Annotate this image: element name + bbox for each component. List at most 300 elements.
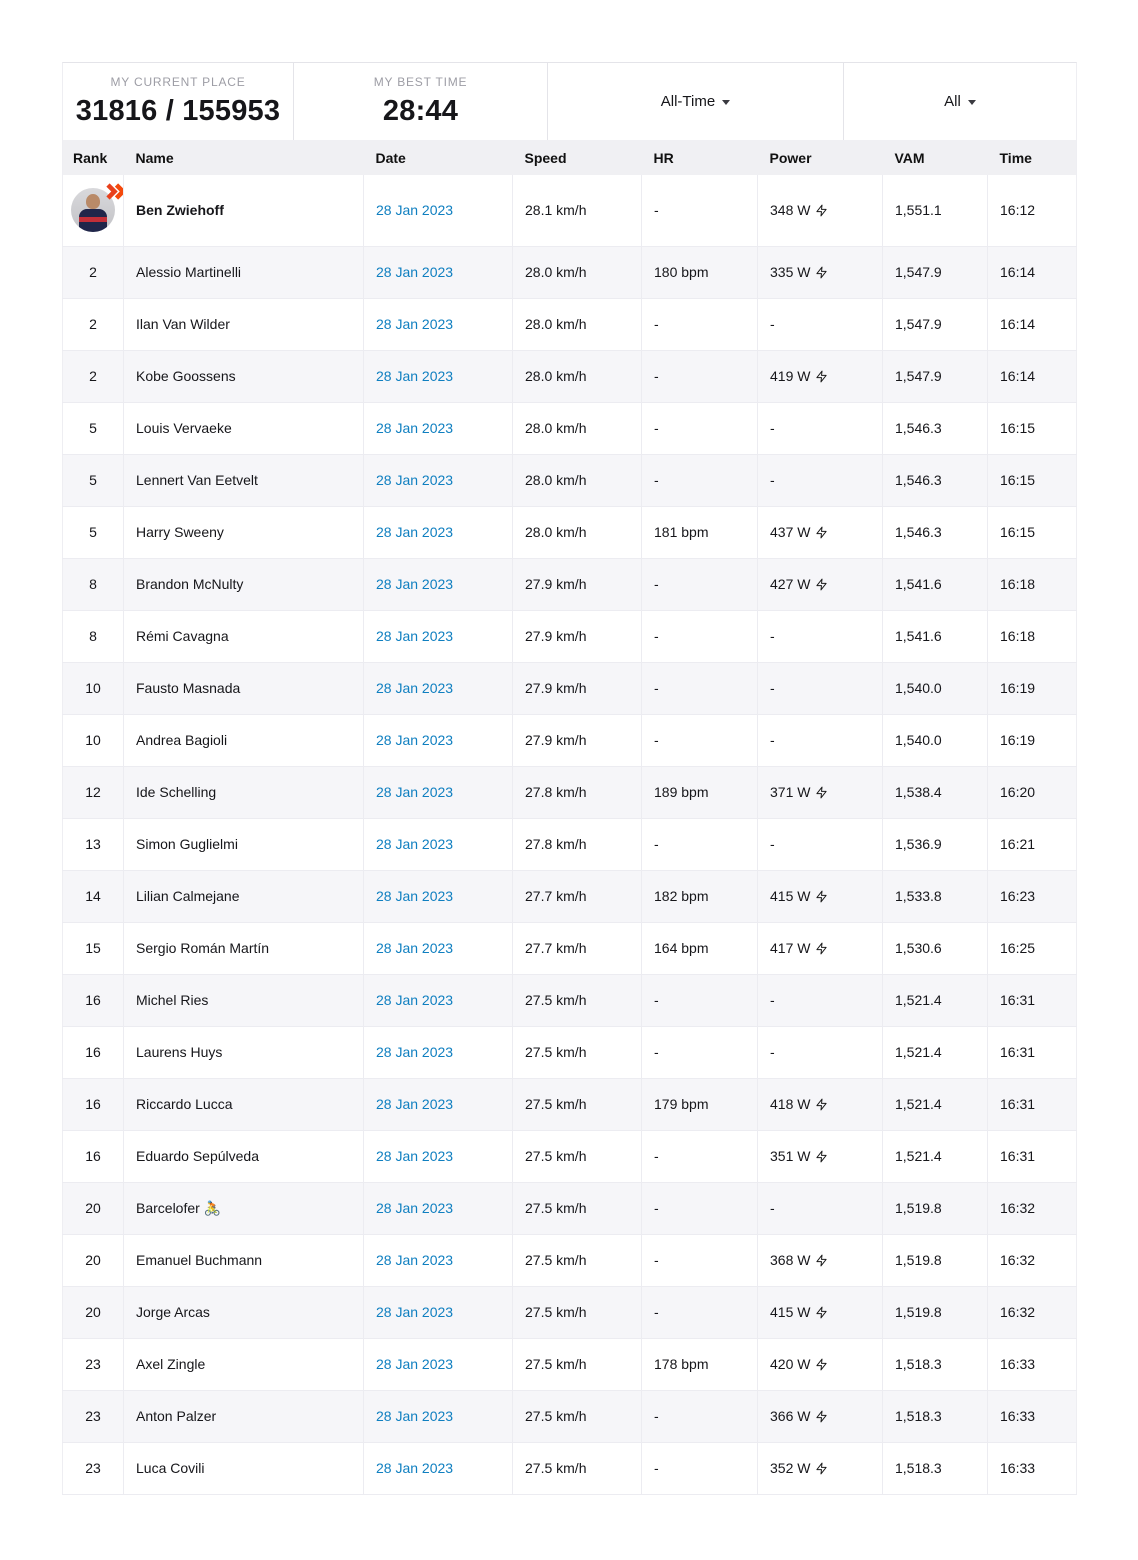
- rank-cell: 15: [63, 922, 124, 974]
- time-cell: 16:32: [988, 1234, 1077, 1286]
- activity-date-link[interactable]: 28 Jan 2023: [376, 1096, 454, 1112]
- vam-cell: 1,546.3: [883, 454, 988, 506]
- vam-cell: 1,519.8: [883, 1234, 988, 1286]
- power-value: 351 W: [770, 1148, 811, 1164]
- hr-cell: 164 bpm: [642, 922, 758, 974]
- rank-cell: 23: [63, 1338, 124, 1390]
- power-value: 415 W: [770, 888, 811, 904]
- power-value: -: [770, 316, 775, 332]
- power-icon: [815, 1306, 828, 1319]
- athlete-name[interactable]: Ide Schelling: [136, 784, 217, 800]
- power-cell: [758, 454, 883, 506]
- athlete-name-cell: [124, 818, 364, 870]
- table-row: [63, 558, 1077, 610]
- vam-cell: 1,521.4: [883, 974, 988, 1026]
- vam-cell: 1,546.3: [883, 402, 988, 454]
- rank-cell: 23: [63, 1442, 124, 1494]
- time-cell: 16:12: [988, 175, 1077, 246]
- time-range-dropdown-label: All-Time: [660, 93, 716, 110]
- table-row: [63, 662, 1077, 714]
- athlete-name-cell: [124, 506, 364, 558]
- hr-cell: -: [642, 1026, 758, 1078]
- speed-cell: 27.9 km/h: [513, 714, 642, 766]
- speed-cell: 28.1 km/h: [513, 175, 642, 246]
- activity-date-link[interactable]: 28 Jan 2023: [376, 1408, 454, 1424]
- hr-cell: -: [642, 558, 758, 610]
- hr-cell: -: [642, 1234, 758, 1286]
- time-cell: 16:31: [988, 974, 1077, 1026]
- time-cell: 16:14: [988, 246, 1077, 298]
- activity-date-link[interactable]: 28 Jan 2023: [376, 1200, 454, 1216]
- power-cell: [758, 1182, 883, 1234]
- time-cell: 16:33: [988, 1338, 1077, 1390]
- athlete-name-cell: [124, 454, 364, 506]
- power-cell: [758, 175, 883, 246]
- caret-down-icon: [968, 100, 976, 105]
- activity-date-link[interactable]: 28 Jan 2023: [376, 836, 454, 852]
- power-icon: [815, 942, 828, 955]
- header-power: Power: [758, 140, 883, 175]
- power-icon: [815, 266, 828, 279]
- hr-cell: -: [642, 1130, 758, 1182]
- power-value: 352 W: [770, 1460, 811, 1476]
- athlete-name[interactable]: Lilian Calmejane: [136, 888, 240, 904]
- power-cell: [758, 402, 883, 454]
- athlete-name[interactable]: Barcelofer 🚴: [136, 1199, 222, 1216]
- power-icon: [815, 786, 828, 799]
- vam-cell: 1,518.3: [883, 1338, 988, 1390]
- table-row: [63, 818, 1077, 870]
- vam-cell: 1,518.3: [883, 1390, 988, 1442]
- activity-date-link[interactable]: 28 Jan 2023: [376, 628, 454, 644]
- athlete-name[interactable]: Michel Ries: [136, 992, 209, 1008]
- time-cell: 16:15: [988, 506, 1077, 558]
- rank-cell: 16: [63, 974, 124, 1026]
- athlete-name-cell: [124, 1234, 364, 1286]
- header-vam: VAM: [883, 140, 988, 175]
- speed-cell: 28.0 km/h: [513, 506, 642, 558]
- category-card: [844, 63, 1076, 140]
- power-cell: [758, 1026, 883, 1078]
- time-cell: 16:23: [988, 870, 1077, 922]
- hr-cell: -: [642, 662, 758, 714]
- activity-date-link[interactable]: 28 Jan 2023: [376, 1460, 454, 1476]
- athlete-name-cell: [124, 1442, 364, 1494]
- table-row: [63, 1390, 1077, 1442]
- table-row: [63, 974, 1077, 1026]
- power-icon: [815, 204, 828, 217]
- time-cell: 16:31: [988, 1130, 1077, 1182]
- athlete-name[interactable]: Eduardo Sepúlveda: [136, 1148, 259, 1164]
- caret-down-icon: [722, 100, 730, 105]
- time-cell: 16:31: [988, 1078, 1077, 1130]
- activity-date-link[interactable]: 28 Jan 2023: [376, 1148, 454, 1164]
- vam-cell: 1,519.8: [883, 1182, 988, 1234]
- athlete-name[interactable]: Harry Sweeny: [136, 524, 224, 540]
- power-cell: [758, 506, 883, 558]
- speed-cell: 27.5 km/h: [513, 1130, 642, 1182]
- activity-date-link[interactable]: 28 Jan 2023: [376, 264, 454, 280]
- rank-cell: 5: [63, 454, 124, 506]
- athlete-name-cell: [124, 662, 364, 714]
- athlete-name-cell: [124, 1078, 364, 1130]
- header-date: Date: [364, 140, 513, 175]
- hr-cell: -: [642, 714, 758, 766]
- power-cell: [758, 870, 883, 922]
- athlete-name[interactable]: Sergio Román Martín: [136, 940, 270, 956]
- time-cell: 16:33: [988, 1390, 1077, 1442]
- hr-cell: -: [642, 175, 758, 246]
- hr-cell: -: [642, 454, 758, 506]
- power-value: -: [770, 836, 775, 852]
- date-cell: [364, 818, 513, 870]
- table-row: [63, 1338, 1077, 1390]
- vam-cell: 1,519.8: [883, 1286, 988, 1338]
- vam-cell: 1,541.6: [883, 558, 988, 610]
- athlete-name-cell: [124, 610, 364, 662]
- hr-cell: 180 bpm: [642, 246, 758, 298]
- speed-cell: 27.5 km/h: [513, 1338, 642, 1390]
- speed-cell: 27.9 km/h: [513, 558, 642, 610]
- vam-cell: 1,536.9: [883, 818, 988, 870]
- athlete-name[interactable]: Ilan Van Wilder: [136, 316, 230, 332]
- time-cell: 16:18: [988, 558, 1077, 610]
- avatar-jersey-stripe: [79, 217, 107, 222]
- table-row: [63, 246, 1077, 298]
- date-cell: [364, 610, 513, 662]
- vam-cell: 1,521.4: [883, 1130, 988, 1182]
- vam-cell: 1,547.9: [883, 246, 988, 298]
- vam-cell: 1,538.4: [883, 766, 988, 818]
- athlete-name-cell: [124, 766, 364, 818]
- category-dropdown-label: All: [944, 93, 961, 110]
- time-cell: 16:15: [988, 454, 1077, 506]
- category-dropdown[interactable]: [944, 93, 976, 110]
- date-cell: [364, 350, 513, 402]
- hr-cell: -: [642, 1286, 758, 1338]
- athlete-name[interactable]: Laurens Huys: [136, 1044, 223, 1060]
- activity-date-link[interactable]: 28 Jan 2023: [376, 1044, 454, 1060]
- hr-cell: 181 bpm: [642, 506, 758, 558]
- hr-cell: 179 bpm: [642, 1078, 758, 1130]
- time-cell: 16:19: [988, 662, 1077, 714]
- power-value: -: [770, 1200, 775, 1216]
- table-header: [63, 140, 1077, 175]
- power-icon: [815, 1410, 828, 1423]
- table-row: [63, 298, 1077, 350]
- athlete-name[interactable]: Jorge Arcas: [136, 1304, 210, 1320]
- activity-date-link[interactable]: 28 Jan 2023: [376, 202, 454, 219]
- header-speed: Speed: [513, 140, 642, 175]
- activity-date-link[interactable]: 28 Jan 2023: [376, 784, 454, 800]
- hr-cell: 178 bpm: [642, 1338, 758, 1390]
- rank-cell: 12: [63, 766, 124, 818]
- speed-cell: 27.5 km/h: [513, 1286, 642, 1338]
- table-row: [63, 766, 1077, 818]
- speed-cell: 27.7 km/h: [513, 870, 642, 922]
- date-cell: [364, 454, 513, 506]
- athlete-name[interactable]: Louis Vervaeke: [136, 420, 232, 436]
- athlete-name[interactable]: Fausto Masnada: [136, 680, 241, 696]
- rank-cell: 16: [63, 1078, 124, 1130]
- hr-cell: 182 bpm: [642, 870, 758, 922]
- date-cell: [364, 1130, 513, 1182]
- power-value: 417 W: [770, 940, 811, 956]
- power-cell: [758, 246, 883, 298]
- table-row: [63, 610, 1077, 662]
- leader-avatar[interactable]: [71, 188, 115, 232]
- power-cell: [758, 662, 883, 714]
- date-cell: [364, 922, 513, 974]
- time-cell: 16:15: [988, 402, 1077, 454]
- hr-cell: -: [642, 610, 758, 662]
- vam-cell: 1,551.1: [883, 175, 988, 246]
- date-cell: [364, 506, 513, 558]
- time-cell: 16:32: [988, 1286, 1077, 1338]
- power-cell: [758, 974, 883, 1026]
- athlete-name[interactable]: Simon Guglielmi: [136, 836, 238, 852]
- date-cell: [364, 298, 513, 350]
- vam-cell: 1,547.9: [883, 350, 988, 402]
- summary-cards: [62, 62, 1077, 140]
- power-value: -: [770, 732, 775, 748]
- activity-date-link[interactable]: 28 Jan 2023: [376, 732, 454, 748]
- date-cell: [364, 1442, 513, 1494]
- table-row: [63, 1234, 1077, 1286]
- power-icon: [815, 578, 828, 591]
- date-cell: [364, 246, 513, 298]
- rank-cell: 10: [63, 714, 124, 766]
- athlete-name[interactable]: Riccardo Lucca: [136, 1096, 233, 1112]
- date-cell: [364, 1286, 513, 1338]
- power-icon: [815, 370, 828, 383]
- date-cell: [364, 175, 513, 246]
- activity-date-link[interactable]: 28 Jan 2023: [376, 524, 454, 540]
- table-row: [63, 402, 1077, 454]
- current-place-value: 31816 / 155953: [75, 95, 281, 127]
- table-row: [63, 350, 1077, 402]
- power-cell: [758, 1442, 883, 1494]
- rank-cell: 16: [63, 1026, 124, 1078]
- table-row: [63, 1182, 1077, 1234]
- vam-cell: 1,546.3: [883, 506, 988, 558]
- vam-cell: 1,540.0: [883, 714, 988, 766]
- power-value: 415 W: [770, 1304, 811, 1320]
- athlete-name[interactable]: Rémi Cavagna: [136, 628, 229, 644]
- athlete-name-cell: [124, 870, 364, 922]
- date-cell: [364, 766, 513, 818]
- power-value: 371 W: [770, 784, 811, 800]
- athlete-name[interactable]: Andrea Bagioli: [136, 732, 228, 748]
- athlete-name-cell: [124, 922, 364, 974]
- athlete-name-cell: [124, 402, 364, 454]
- power-value: -: [770, 1044, 775, 1060]
- date-cell: [364, 662, 513, 714]
- table-row: [63, 1286, 1077, 1338]
- athlete-name-cell: [124, 1338, 364, 1390]
- athlete-name[interactable]: Brandon McNulty: [136, 576, 244, 592]
- date-cell: [364, 1078, 513, 1130]
- power-icon: [815, 1254, 828, 1267]
- athlete-name[interactable]: Emanuel Buchmann: [136, 1252, 263, 1268]
- header-time: Time: [988, 140, 1077, 175]
- rank-cell: 23: [63, 1390, 124, 1442]
- vam-cell: 1,521.4: [883, 1026, 988, 1078]
- athlete-name[interactable]: Ben Zwiehoff: [136, 202, 224, 219]
- vam-cell: 1,530.6: [883, 922, 988, 974]
- best-time-value: 28:44: [382, 95, 459, 127]
- date-cell: [364, 1390, 513, 1442]
- athlete-name-cell: [124, 974, 364, 1026]
- rank-cell: 10: [63, 662, 124, 714]
- athlete-name[interactable]: Anton Palzer: [136, 1408, 217, 1424]
- rank-cell: 16: [63, 1130, 124, 1182]
- time-range-card: [548, 63, 844, 140]
- table-row: [63, 1078, 1077, 1130]
- leaderboard-body: [63, 175, 1077, 1494]
- activity-date-link[interactable]: 28 Jan 2023: [376, 680, 454, 696]
- date-cell: [364, 402, 513, 454]
- rank-cell: 8: [63, 558, 124, 610]
- athlete-name-cell: [124, 558, 364, 610]
- athlete-name-cell: [124, 246, 364, 298]
- activity-date-link[interactable]: 28 Jan 2023: [376, 420, 454, 436]
- power-cell: [758, 818, 883, 870]
- hr-cell: -: [642, 818, 758, 870]
- speed-cell: 28.0 km/h: [513, 454, 642, 506]
- power-icon: [815, 1150, 828, 1163]
- speed-cell: 27.7 km/h: [513, 922, 642, 974]
- athlete-name-cell: [124, 1182, 364, 1234]
- speed-cell: 27.8 km/h: [513, 766, 642, 818]
- activity-date-link[interactable]: 28 Jan 2023: [376, 888, 454, 904]
- rank-cell: 14: [63, 870, 124, 922]
- time-range-dropdown[interactable]: [661, 93, 730, 110]
- date-cell: [364, 870, 513, 922]
- vam-cell: 1,547.9: [883, 298, 988, 350]
- power-cell: [758, 1130, 883, 1182]
- speed-cell: 27.5 km/h: [513, 1026, 642, 1078]
- power-value: -: [770, 472, 775, 488]
- athlete-name[interactable]: Luca Covili: [136, 1460, 205, 1476]
- power-cell: [758, 298, 883, 350]
- rank-cell: 2: [63, 350, 124, 402]
- table-row: [63, 1130, 1077, 1182]
- activity-date-link[interactable]: 28 Jan 2023: [376, 1356, 454, 1372]
- date-cell: [364, 1234, 513, 1286]
- power-cell: [758, 350, 883, 402]
- power-value: -: [770, 628, 775, 644]
- power-value: 368 W: [770, 1252, 811, 1268]
- rank-cell: 8: [63, 610, 124, 662]
- athlete-name[interactable]: Axel Zingle: [136, 1356, 206, 1372]
- table-row: [63, 175, 1077, 246]
- athlete-name[interactable]: Lennert Van Eetvelt: [136, 472, 258, 488]
- activity-date-link[interactable]: 28 Jan 2023: [376, 368, 454, 384]
- power-icon: [815, 1358, 828, 1371]
- power-icon: [815, 526, 828, 539]
- power-cell: [758, 1078, 883, 1130]
- rank-cell: 20: [63, 1286, 124, 1338]
- athlete-name[interactable]: Alessio Martinelli: [136, 264, 242, 280]
- hr-cell: -: [642, 1442, 758, 1494]
- power-cell: [758, 1390, 883, 1442]
- speed-cell: 28.0 km/h: [513, 298, 642, 350]
- speed-cell: 28.0 km/h: [513, 350, 642, 402]
- activity-date-link[interactable]: 28 Jan 2023: [376, 316, 454, 332]
- time-cell: 16:32: [988, 1182, 1077, 1234]
- power-value: -: [770, 680, 775, 696]
- athlete-name-cell: [124, 1130, 364, 1182]
- rank-cell: 5: [63, 506, 124, 558]
- leaderboard-table: [62, 140, 1077, 1495]
- power-cell: [758, 1234, 883, 1286]
- date-cell: [364, 558, 513, 610]
- power-icon: [815, 1098, 828, 1111]
- current-place-card: [63, 63, 294, 140]
- rank-cell: 2: [63, 298, 124, 350]
- speed-cell: 27.5 km/h: [513, 1078, 642, 1130]
- hr-cell: 189 bpm: [642, 766, 758, 818]
- vam-cell: 1,540.0: [883, 662, 988, 714]
- table-row: [63, 506, 1077, 558]
- power-icon: [815, 1462, 828, 1475]
- time-cell: 16:25: [988, 922, 1077, 974]
- vam-cell: 1,521.4: [883, 1078, 988, 1130]
- time-cell: 16:21: [988, 818, 1077, 870]
- athlete-name-cell: [124, 175, 364, 246]
- athlete-name-cell: [124, 350, 364, 402]
- power-value: 348 W: [770, 202, 811, 219]
- rank-cell: 20: [63, 1234, 124, 1286]
- time-cell: 16:19: [988, 714, 1077, 766]
- athlete-name-cell: [124, 1390, 364, 1442]
- activity-date-link[interactable]: 28 Jan 2023: [376, 1304, 454, 1320]
- table-row: [63, 870, 1077, 922]
- time-cell: 16:20: [988, 766, 1077, 818]
- activity-date-link[interactable]: 28 Jan 2023: [376, 992, 454, 1008]
- vam-cell: 1,533.8: [883, 870, 988, 922]
- speed-cell: 27.5 km/h: [513, 1182, 642, 1234]
- current-place-label: MY CURRENT PLACE: [110, 75, 246, 89]
- power-icon: [815, 890, 828, 903]
- time-cell: 16:14: [988, 350, 1077, 402]
- time-cell: 16:31: [988, 1026, 1077, 1078]
- speed-cell: 27.5 km/h: [513, 1234, 642, 1286]
- rank-cell: 13: [63, 818, 124, 870]
- athlete-name[interactable]: Kobe Goossens: [136, 368, 236, 384]
- power-cell: [758, 558, 883, 610]
- date-cell: [364, 1182, 513, 1234]
- power-value: 335 W: [770, 264, 811, 280]
- table-row: [63, 1442, 1077, 1494]
- rank-cell: [63, 175, 124, 246]
- best-time-card: [294, 63, 548, 140]
- speed-cell: 27.9 km/h: [513, 610, 642, 662]
- speed-cell: 27.8 km/h: [513, 818, 642, 870]
- activity-date-link[interactable]: 28 Jan 2023: [376, 940, 454, 956]
- activity-date-link[interactable]: 28 Jan 2023: [376, 472, 454, 488]
- power-cell: [758, 766, 883, 818]
- activity-date-link[interactable]: 28 Jan 2023: [376, 1252, 454, 1268]
- speed-cell: 28.0 km/h: [513, 246, 642, 298]
- table-row: [63, 714, 1077, 766]
- header-rank: Rank: [63, 140, 124, 175]
- athlete-name-cell: [124, 1286, 364, 1338]
- hr-cell: -: [642, 974, 758, 1026]
- activity-date-link[interactable]: 28 Jan 2023: [376, 576, 454, 592]
- date-cell: [364, 974, 513, 1026]
